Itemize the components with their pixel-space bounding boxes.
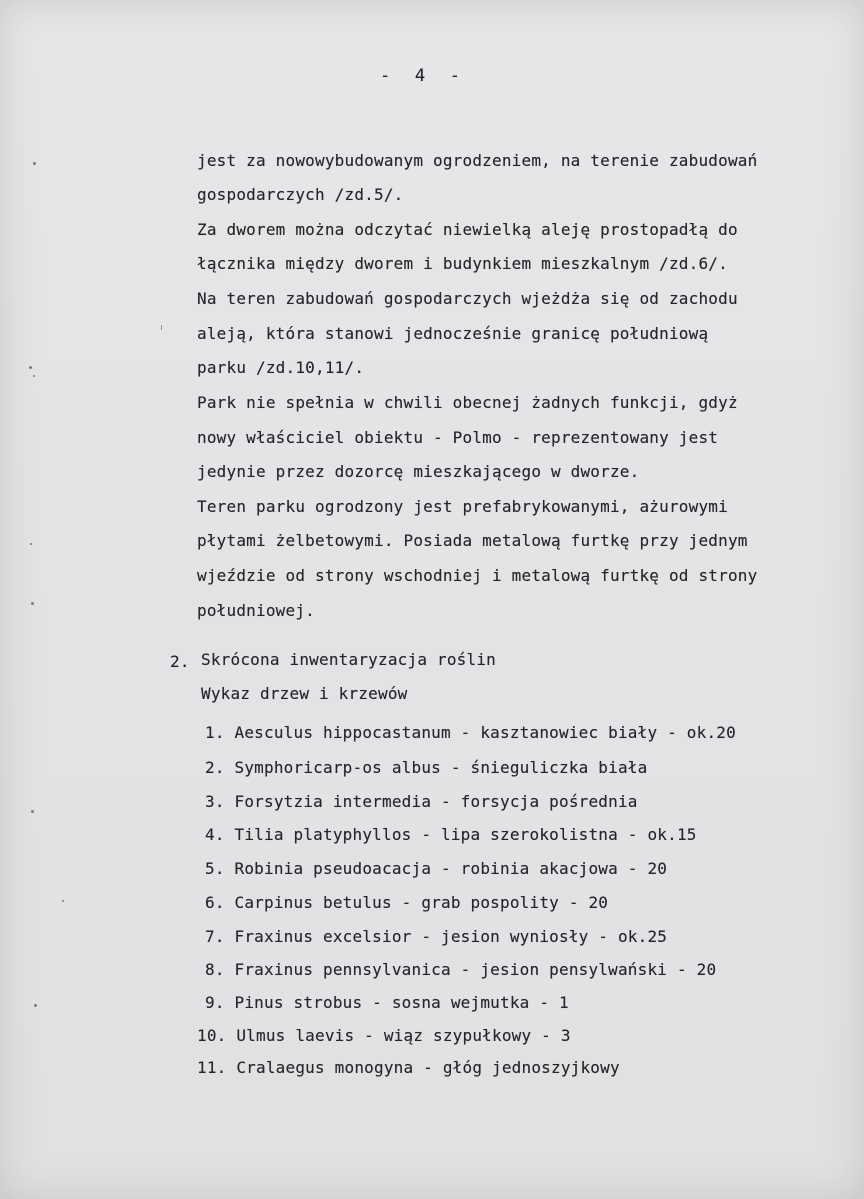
paragraph-line: Park nie spełnia w chwili obecnej żadnych funkcji, gdyż [197,393,738,412]
paragraph-line: gospodarczych /zd.5/. [197,185,404,204]
paragraph-line: południowej. [197,601,315,620]
paragraph-line: Za dworem można odczytać niewielką aleję prostopadłą do [197,220,738,239]
paragraph-line: jedynie przez dozorcę mieszkającego w dworze. [197,462,640,481]
paragraph-line: łącznika między dworem i budynkiem mieszkalnym /zd.6/. [197,254,728,273]
section-number: 2. [170,652,190,671]
list-item: 10. Ulmus laevis - wiąz szypułkowy - 3 [197,1026,571,1045]
list-item: 5. Robinia pseudoacacja - robinia akacjowa - 20 [205,859,668,878]
paragraph-line: Na teren zabudowań gospodarczych wjeżdża się od zachodu [197,289,738,308]
paragraph-line: aleją, która stanowi jednocześnie granicę południową [197,324,709,343]
list-item: 7. Fraxinus excelsior - jesion wyniosły - ok.25 [205,927,668,946]
list-item: 3. Forsytzia intermedia - forsycja pośrednia [205,792,638,811]
paragraph-line: wjeździe od strony wschodniej i metalową furtkę od strony [197,566,758,585]
list-item: 8. Fraxinus pennsylvanica - jesion pensylwański - 20 [205,960,717,979]
scan-speck [29,366,32,369]
paragraph-line: nowy właściciel obiektu - Polmo - reprezentowany jest [197,428,719,447]
scan-speck [31,602,34,605]
paragraph-line: parku /zd.10,11/. [197,358,365,377]
list-item: 9. Pinus strobus - sosna wejmutka - 1 [205,993,569,1012]
scan-speck [62,900,64,902]
list-item: 11. Cralaegus monogyna - głóg jednoszyjkowy [197,1058,620,1077]
paragraph-line: jest za nowowybudowanym ogrodzeniem, na terenie zabudowań [197,151,758,170]
paragraph-line: płytami żelbetowymi. Posiada metalową furtkę przy jednym [197,531,748,550]
scan-speck [161,325,162,330]
section-heading: Skrócona inwentaryzacja roślin [201,650,496,669]
list-item: 4. Tilia platyphyllos - lipa szerokolistna - ok.15 [205,825,697,844]
section-subheading: Wykaz drzew i krzewów [201,684,408,703]
scan-speck [33,162,36,165]
list-item: 1. Aesculus hippocastanum - kasztanowiec biały - ok.20 [205,723,736,742]
scan-speck [30,543,32,545]
list-item: 6. Carpinus betulus - grab pospolity - 20 [205,893,609,912]
page-number: - 4 - [380,66,461,86]
scan-speck [33,375,35,377]
list-item: 2. Symphoricarp-os albus - śnieguliczka biała [205,758,648,777]
scan-speck [31,810,34,813]
scan-speck [34,1004,37,1007]
paragraph-line: Teren parku ogrodzony jest prefabrykowanymi, ażurowymi [197,497,728,516]
